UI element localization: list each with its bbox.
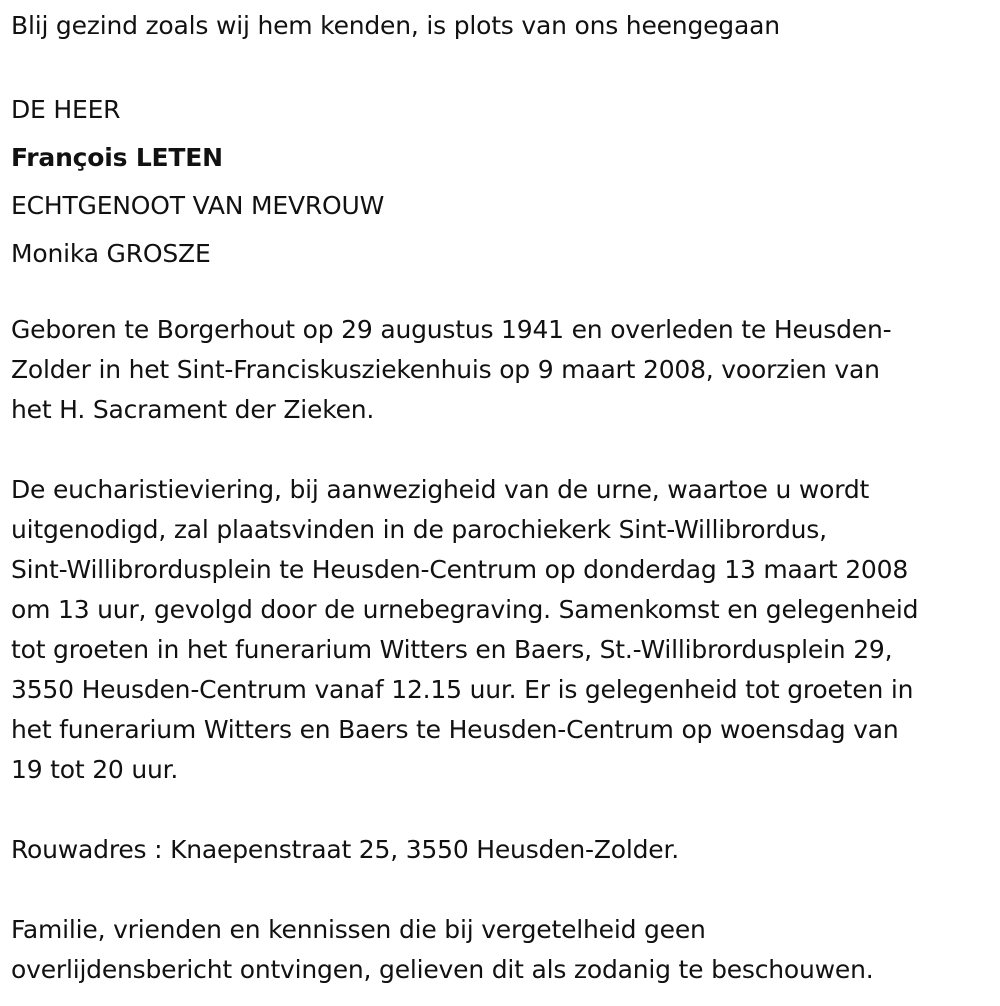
intro-text: Blij gezind zoals wij hem kenden, is plots van ons heengegaan <box>11 11 780 40</box>
closing-paragraph <box>11 910 874 990</box>
paragraph-line: uitgenodigd, zal plaatsvinden in de parochiekerk Sint-Willibrordus, <box>11 515 827 544</box>
paragraph-line: Geboren te Borgerhout op 29 augustus 1941 en overleden te Heusden- <box>11 315 892 344</box>
heading-prefix: DE HEER <box>11 95 121 124</box>
paragraph-line: Sint-Willibrordusplein te Heusden-Centrum op donderdag 13 maart 2008 <box>11 555 909 584</box>
paragraph-line: 19 tot 20 uur. <box>11 755 179 784</box>
paragraph-line: Familie, vrienden en kennissen die bij vergetelheid geen <box>11 915 706 944</box>
paragraph-line: om 13 uur, gevolgd door de urnebegraving. Samenkomst en gelegenheid <box>11 595 919 624</box>
paragraph-line: het funerarium Witters en Baers te Heusden-Centrum op woensdag van <box>11 715 899 744</box>
paragraph-line: Zolder in het Sint-Franciskusziekenhuis op 9 maart 2008, voorzien van <box>11 355 880 384</box>
address-paragraph <box>11 830 679 870</box>
ceremony-paragraph <box>11 470 918 790</box>
deceased-name: François LETEN <box>11 143 223 172</box>
paragraph-line: tot groeten in het funerarium Witters en Baers, St.-Willibrordusplein 29, <box>11 635 893 664</box>
heading-relation: ECHTGENOOT VAN MEVROUW <box>11 191 385 220</box>
heading-block <box>11 86 384 278</box>
paragraph-line: overlijdensbericht ontvingen, gelieven dit als zodanig te beschouwen. <box>11 955 874 984</box>
paragraph-line: 3550 Heusden-Centrum vanaf 12.15 uur. Er is gelegenheid tot groeten in <box>11 675 914 704</box>
paragraph-line: De eucharistieviering, bij aanwezigheid van de urne, waartoe u wordt <box>11 475 870 504</box>
birth-death-paragraph <box>11 310 891 430</box>
paragraph-line: het H. Sacrament der Zieken. <box>11 395 375 424</box>
mourning-address: Rouwadres : Knaepenstraat 25, 3550 Heusden-Zolder. <box>11 835 679 864</box>
spouse-name: Monika GROSZE <box>11 239 211 268</box>
